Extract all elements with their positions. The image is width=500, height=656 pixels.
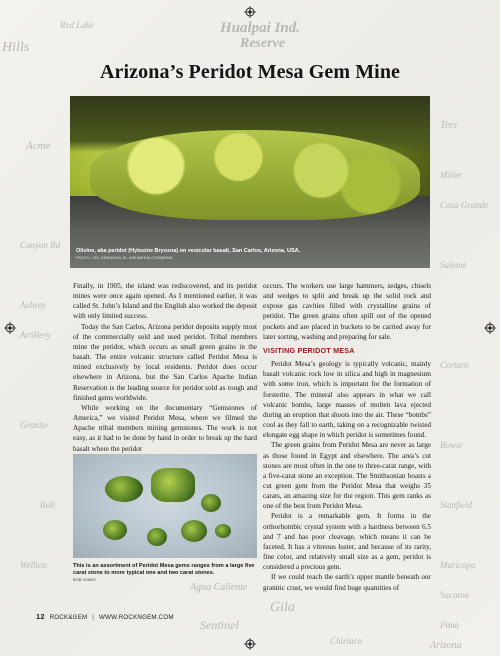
page-number: 12: [36, 612, 45, 621]
top-photo-credit: PHOTO: ISS, BRANDON JK, WIKIMEDIA COMMONS: [76, 255, 173, 260]
top-photo-caption: Olivine, aka peridot (Hylosine Bryozoa) on vesicular basalt, San Carlos, Arizona, USA.: [76, 248, 301, 254]
bottom-photo-caption: This is an assortment of Peridot Mesa gems ranges from a large five carat stone to more typical one and two carat stones.: [73, 563, 255, 576]
left-column: [73, 281, 257, 454]
map-label: Hills: [2, 40, 30, 55]
article-title: Arizona’s Peridot Mesa Gem Mine: [99, 61, 401, 83]
map-label: Red Lake: [60, 20, 94, 30]
peridot-on-basalt-photo: [70, 96, 430, 268]
bottom-photo-credit: BOB JONES: [73, 577, 96, 582]
map-label: Gila: [270, 600, 295, 615]
map-label: Cortaro: [440, 360, 469, 370]
map-label: Aubrey: [20, 300, 46, 310]
map-label: Casa Grande: [440, 200, 489, 210]
page-footer: [36, 612, 174, 621]
body-paragraph: Finally, in 1905, the island was rediscovered, and its peridot mines were once again opened. As I mentioned earlier, it was called St. John’s Island and the English also worked the deposit with only limited success.: [73, 282, 257, 321]
body-paragraph: The green grains from Peridot Mesa are never as large as those found in Egypt and elsewhere. The area’s cut stones are most often in the one to three-carat range, with a five-carat stone an exception. The Smithsonian boasts a cut green gem from the Peridot Mesa that weighs 35 carats, an amazing size for the region. This gem ranks as one of the best from Peridot Mesa.: [263, 441, 431, 511]
body-paragraph: Peridot is a remarkable gem. It forms in the orthorhombic crystal system with a hardness between 6.5 and 7 and has poor cleavage, which means it can be faceted. It has a vitreous luster, and because of its rarity, fine color, and relatively small size as a gem, peridot is considered a precious gem.: [263, 512, 431, 572]
map-label: Granite: [20, 420, 48, 430]
map-label: Pima: [440, 620, 459, 630]
map-label: Sentinel: [200, 618, 239, 632]
map-label: Tres: [440, 120, 457, 131]
map-label: Salome: [440, 260, 467, 270]
map-label: Stanfield: [440, 500, 472, 510]
map-label: Hualpai Ind.: [220, 20, 301, 36]
bottom-photo-caption-block: [73, 563, 257, 583]
body-paragraph: occurs. The workers use large hammers, sedges, chisels and wedges to split and break up the solid rock and expose gas cavities filled with crystalline grains of peridot. The green grains often spill out of the opened pockets and are placed in buckets to be carried away for later sorting, washing and preparing for sale.: [263, 282, 431, 341]
body-paragraph: Today the San Carlos, Arizona peridot deposits supply most of the commercially sold and used peridot. Tribal members mine the peridot, which occurs as small green grains in the basalt. The entire volcanic structure called Peridot Mesa is mined exclusively by local residents. Peridot does occur elsewhere in Arizona, but the San Carlos Apache Indian Reservation is the leading source for peridot sold as rough and finished gems worldwide.: [73, 322, 257, 402]
gem-stone: [215, 524, 231, 538]
registration-mark-icon: [244, 6, 256, 18]
map-label: Arizona: [430, 640, 462, 651]
magazine-url: WWW.ROCKNGEM.COM: [99, 614, 174, 621]
cut-peridot-gems-photo: [73, 454, 257, 558]
map-label: Acme: [26, 140, 51, 152]
gem-stone: [181, 520, 207, 542]
registration-mark-icon: [4, 322, 16, 334]
section-heading: VISITING PERIDOT MESA: [263, 345, 355, 355]
gem-stone: [147, 528, 167, 546]
map-label: Miller: [440, 170, 463, 180]
registration-mark-icon: [484, 322, 496, 334]
map-label: Chiriaco: [330, 636, 363, 646]
footer-separator: |: [92, 614, 95, 621]
map-label: Sacaton: [440, 590, 469, 600]
registration-mark-icon: [244, 638, 256, 650]
magazine-name: ROCK&GEM: [49, 614, 88, 621]
gem-stone: [201, 494, 221, 512]
map-label: Reserve: [240, 36, 286, 51]
map-label: Canyon Rd: [20, 240, 61, 250]
map-label: Maricopa: [440, 560, 476, 570]
body-paragraph: While working on the documentary “Gemstones of America,” we visited Peridot Mesa, where we filmed the Apache tribal members mining gemstones. The work is not easy, as it had to be done by hand in order to break up the hard basalt where the peridot: [73, 403, 257, 453]
body-paragraph: If we could reach the earth’s upper mantle beneath our granitic crust, we would find huge quantities of: [263, 573, 431, 592]
right-column: [263, 281, 431, 593]
map-label: Bowie: [440, 440, 463, 450]
gem-stone: [151, 468, 195, 502]
map-label: Agua Caliente: [190, 582, 248, 593]
map-label: Wellton: [20, 560, 48, 570]
gem-stone: [105, 476, 143, 502]
gem-stone: [103, 520, 127, 540]
map-label: Artillery: [20, 330, 51, 340]
body-paragraph: Peridot Mesa’s geology is typically volcanic, mainly basalt volcanic rock low in silica and high in magnesium with some iron, which is important for the formation of forsterite. The mineral also appears in what we call volcanic bombs, large masses of molten lava ejected during an eruption that shoots into the air. These “bombs” cool as they fall to earth, taking on a recognizable twisted elongate egg shape in which peridot is sometimes found.: [263, 360, 431, 440]
top-photo-caption-block: [76, 248, 306, 261]
map-label: Roll: [40, 500, 55, 510]
